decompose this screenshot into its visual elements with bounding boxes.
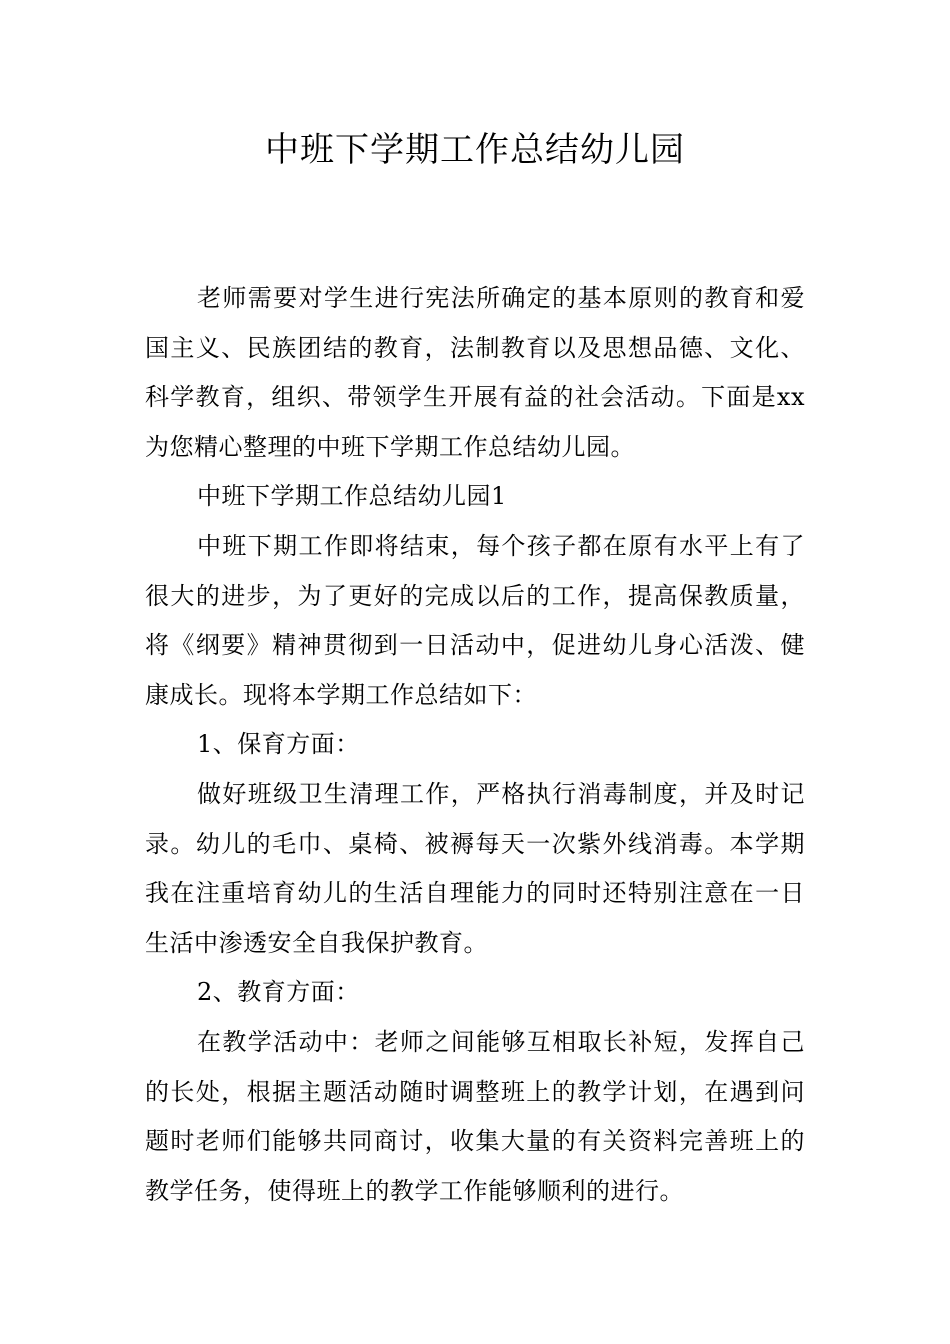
- subheading-education: 2、教育方面：: [197, 978, 360, 1007]
- paragraph-care: 做好班级卫生清理工作，严格执行消毒制度，并及时记录。幼儿的毛巾、桌椅、被褥每天一次紫外线消毒。本学期我在注重培育幼儿的生活自理能力的同时还特别注意在一日生活中渗透安全自我保护教育。: [145, 779, 805, 957]
- subheading-care: 1、保育方面：: [197, 730, 360, 759]
- document-title: 中班下学期工作总结幼儿园: [265, 130, 685, 170]
- section-heading-1: 中班下学期工作总结幼儿园1: [197, 482, 507, 511]
- paragraph-summary-intro: 中班下期工作即将结束，每个孩子都在原有水平上有了很大的进步，为了更好的完成以后的工作，提高保教质量，将《纲要》精神贯彻到一日活动中，促进幼儿身心活泼、健康成长。现将本学期工作总结如下：: [145, 531, 805, 709]
- document-body: [145, 274, 805, 1216]
- paragraph-intro: 老师需要对学生进行宪法所确定的基本原则的教育和爱国主义、民族团结的教育，法制教育以及思想品德、文化、科学教育，组织、带领学生开展有益的社会活动。下面是xx为您精心整理的中班下学期工作总结幼儿园。: [145, 284, 805, 461]
- paragraph-education: 在教学活动中：老师之间能够互相取长补短，发挥自己的长处，根据主题活动随时调整班上的教学计划，在遇到问题时老师们能够共同商讨，收集大量的有关资料完善班上的教学任务，使得班上的教学工作能够顺利的进行。: [145, 1027, 805, 1205]
